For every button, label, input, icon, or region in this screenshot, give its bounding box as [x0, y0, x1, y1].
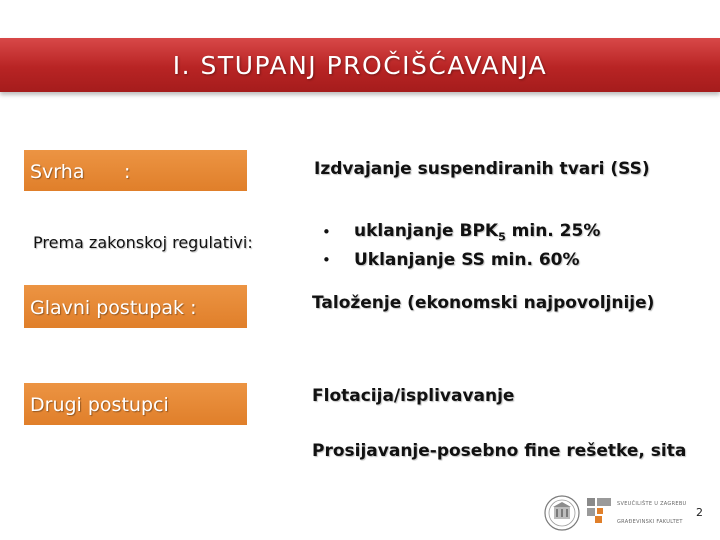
svrha-label-box [24, 150, 247, 191]
drugi-label: Drugi postupci [30, 394, 169, 416]
faculty-logo-icon [585, 496, 613, 524]
logo-text-university: SVEUČILIŠTE U ZAGREBU [617, 501, 687, 507]
logo-text-faculty: GRAĐEVINSKI FAKULTET [617, 519, 683, 525]
page-number: 2 [696, 506, 703, 519]
svrha-colon: : [124, 161, 131, 183]
glavni-text: Taloženje (ekonomski najpovoljnije) [312, 293, 655, 313]
drugi-label-box [24, 383, 247, 425]
drugi-item-2: Prosijavanje-posebno fine rešetke, sita [312, 441, 687, 461]
bullet-1: • [322, 223, 331, 241]
svrha-label: Svrha [30, 161, 85, 183]
glavni-label: Glavni postupak : [30, 297, 197, 319]
svrha-text: Izdvajanje suspendiranih tvari (SS) [314, 159, 650, 179]
title-bar [0, 38, 720, 92]
drugi-item-1: Flotacija/isplivavanje [312, 386, 515, 406]
regulativa-bullet-1: uklanjanje $BPK_5$ min. 25% [354, 221, 601, 244]
slide-title: I. STUPANJ PROČIŠĆAVANJA [172, 51, 548, 80]
bullet-2: • [322, 251, 331, 269]
regulativa-label: Prema zakonskoj regulativi: [33, 233, 253, 252]
glavni-label-box [24, 285, 247, 328]
regulativa-bullet-2: Uklanjanje SS min. 60% [354, 250, 580, 270]
university-seal-icon [544, 495, 580, 531]
